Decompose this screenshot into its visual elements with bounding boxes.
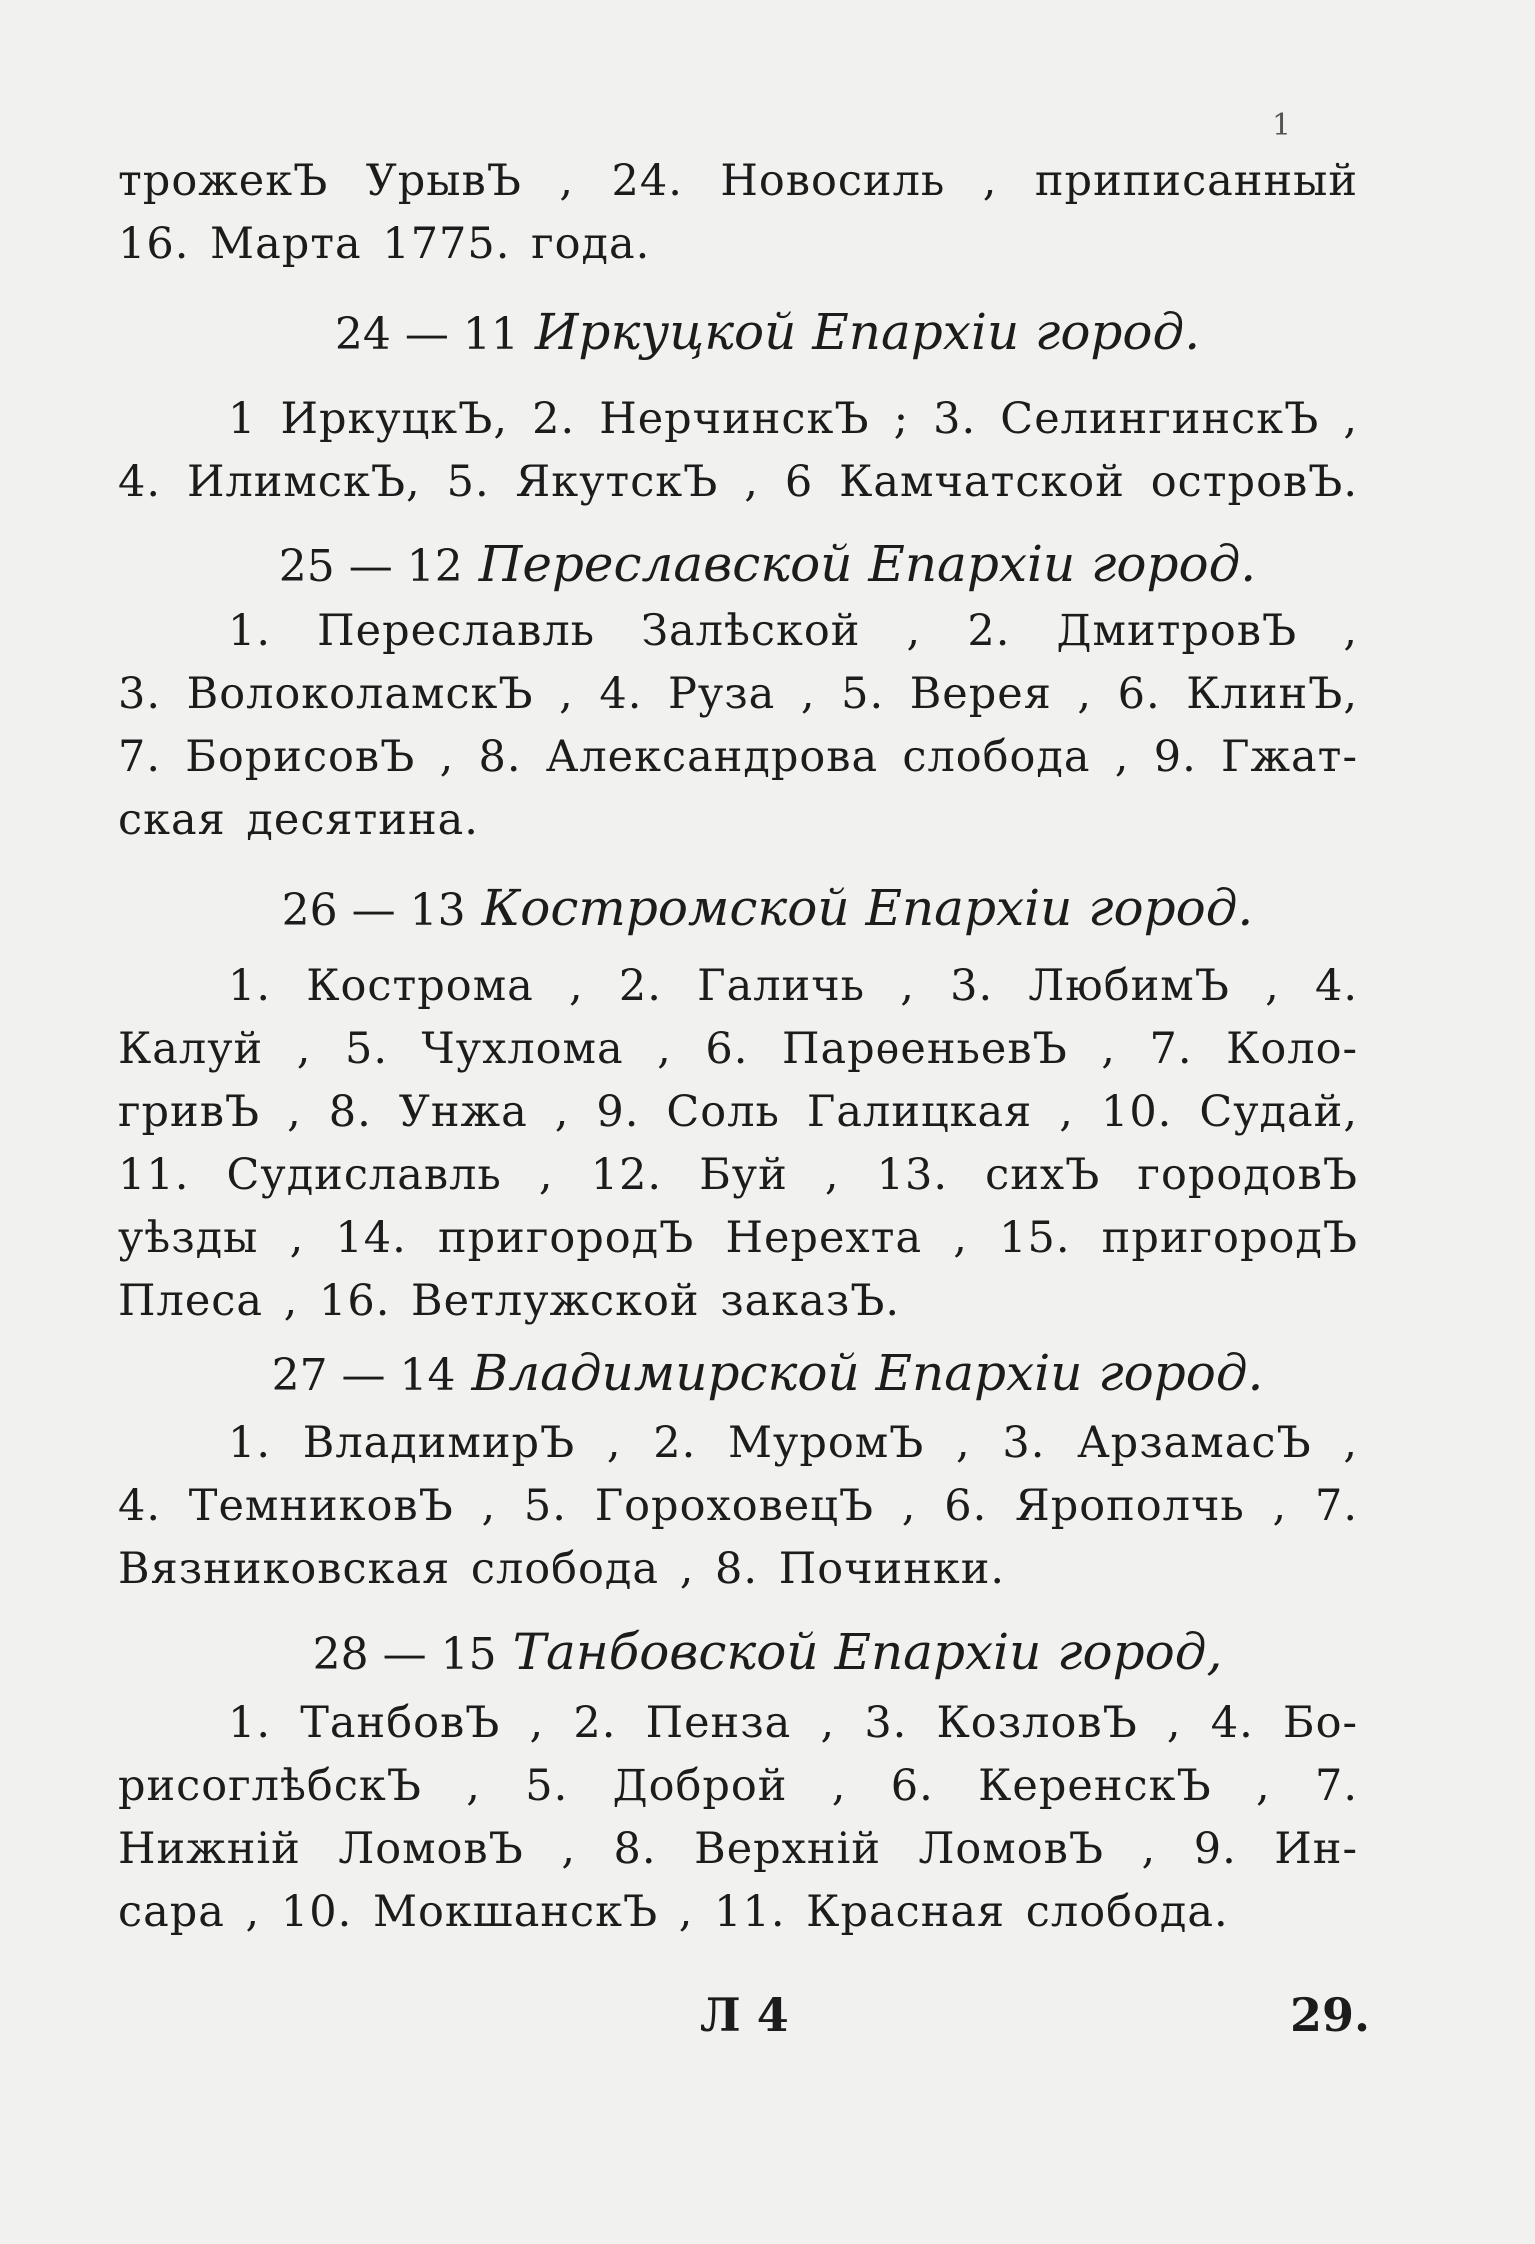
text-line: Нижній ЛомовЪ , 8. Верхній ЛомовЪ , 9. Ин-: [118, 1824, 1358, 1874]
signature-mark: Л 4: [700, 1988, 789, 2042]
section-title: Костромской Епархіи город.: [481, 879, 1254, 937]
text-line: 11. Судиславль , 12. Буй , 13. сихЪ городовЪ: [118, 1150, 1358, 1200]
text-line: трожекЪ УрывЪ , 24. Новосиль , приписанный: [118, 156, 1358, 206]
text-line: 1 ИркуцкЪ, 2. НерчинскЪ ; 3. СелингинскЪ ,: [228, 394, 1358, 444]
text-line: гривЪ , 8. Унжа , 9. Соль Галицкая , 10. Судай,: [118, 1087, 1358, 1137]
text-line: уѣзды , 14. пригородЪ Нерехта , 15. пригородЪ: [118, 1213, 1358, 1263]
section-heading-26: [0, 878, 1535, 941]
text-line: рисоглѣбскЪ , 5. Доброй , 6. КеренскЪ , 7.: [118, 1761, 1358, 1811]
top-mark: 1: [1272, 108, 1292, 143]
section-number: 27 — 14: [271, 1350, 456, 1401]
section-body-28: [118, 1692, 1358, 1944]
section-number: 26 — 13: [281, 885, 466, 936]
text-line: Калуй , 5. Чухлома , 6. ПарѳеньевЪ , 7. Коло-: [118, 1024, 1358, 1074]
catchword: 29.: [1290, 1988, 1371, 2042]
text-line: 1. Переславль Залѣской , 2. ДмитровЪ ,: [228, 606, 1358, 656]
text-line: 4. ИлимскЪ, 5. ЯкутскЪ , 6 Камчатской островЪ.: [118, 457, 1358, 507]
text-line: 3. ВолоколамскЪ , 4. Руза , 5. Верея , 6. КлинЪ,: [118, 669, 1358, 719]
text-line: Плеса , 16. Ветлужской заказЪ.: [118, 1276, 901, 1326]
section-body-27: [118, 1412, 1358, 1601]
text-line: 16. Марта 1775. года.: [118, 219, 651, 269]
text-line: 1. ТанбовЪ , 2. Пенза , 3. КозловЪ , 4. Бо-: [228, 1698, 1358, 1748]
section-heading-25: [0, 534, 1535, 597]
section-title: Танбовской Епархіи город,: [512, 1623, 1223, 1681]
section-heading-27: [0, 1343, 1535, 1406]
section-heading-24: [0, 302, 1535, 365]
text-line: 4. ТемниковЪ , 5. ГороховецЪ , 6. Ярополчь , 7.: [118, 1481, 1358, 1531]
section-title: Иркуцкой Епархіи город.: [534, 303, 1201, 361]
section-number: 24 — 11: [334, 309, 519, 360]
section-body-24: [118, 388, 1358, 514]
text-line: 1. Кострома , 2. Галичь , 3. ЛюбимЪ , 4.: [228, 961, 1358, 1011]
section-body-25: [118, 600, 1358, 852]
text-line: 1. ВладимирЪ , 2. МуромЪ , 3. АрзамасЪ ,: [228, 1418, 1358, 1468]
section-number: 28 — 15: [312, 1629, 497, 1680]
section-heading-28: [0, 1622, 1535, 1685]
text-line: ская десятина.: [118, 795, 479, 845]
text-line: 7. БорисовЪ , 8. Александрова слобода , 9. Гжат-: [118, 732, 1358, 782]
section-title: Переславской Епархіи город.: [478, 535, 1257, 593]
text-line: Вязниковская слобода , 8. Починки.: [118, 1544, 1006, 1594]
opening-paragraph: [118, 150, 1358, 276]
section-title: Владимирской Епархіи город.: [471, 1344, 1264, 1402]
section-number: 25 — 12: [278, 541, 463, 592]
text-line: сара , 10. МокшанскЪ , 11. Красная слобода.: [118, 1887, 1229, 1937]
section-body-26: [118, 955, 1358, 1333]
